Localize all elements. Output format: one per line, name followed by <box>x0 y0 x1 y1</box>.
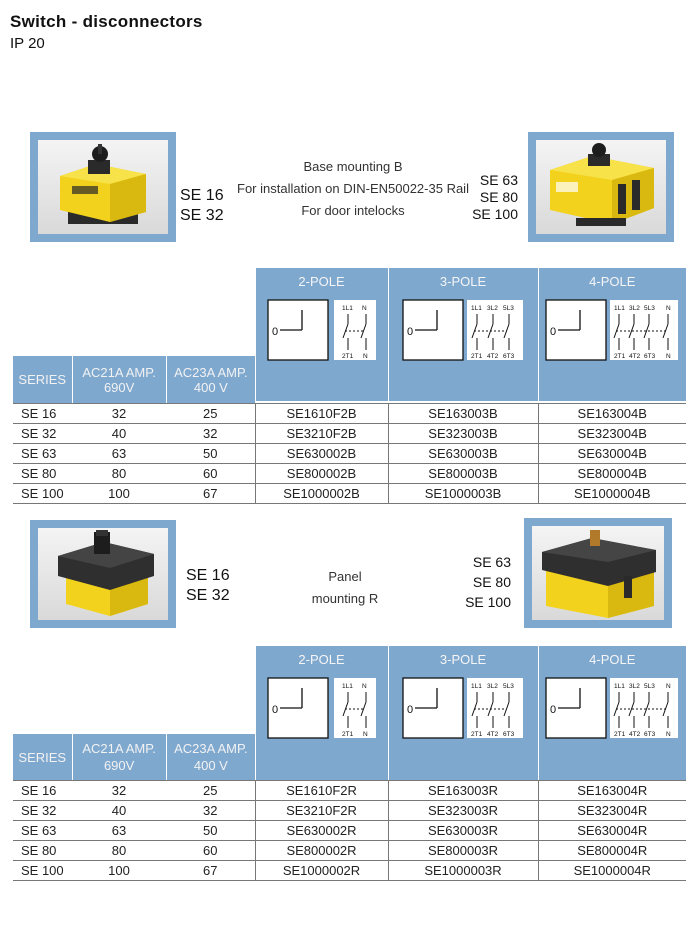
terminal-label: N <box>362 731 368 738</box>
cell-3pole: SE323003R <box>388 801 538 821</box>
right-series-labels <box>455 552 511 612</box>
terminal-label: N <box>666 683 671 690</box>
column-headers <box>13 734 255 780</box>
table-row <box>13 801 686 821</box>
pole-header-label: 4-POLE <box>589 274 636 289</box>
table-row <box>13 464 686 484</box>
product-photo-se16-base <box>30 132 176 242</box>
table-row <box>13 404 686 424</box>
four-pole-circuit-diagram <box>544 296 680 368</box>
cell-3pole: SE163003B <box>388 404 538 424</box>
cell-series: SE 80 <box>13 464 72 484</box>
terminal-label: N <box>362 353 368 360</box>
terminal-label: 1L1 <box>471 683 482 690</box>
terminal-label: 5L3 <box>503 305 514 312</box>
terminal-label: 1L1 <box>614 305 626 312</box>
cell-series: SE 16 <box>13 781 72 801</box>
table-row <box>13 861 686 881</box>
terminal-label: 2T1 <box>471 353 483 360</box>
series-label: SE 100 <box>472 206 518 222</box>
cell-3pole: SE630003B <box>388 444 538 464</box>
terminal-label: 4T2 <box>629 353 641 360</box>
cell-4pole: SE800004R <box>538 841 686 861</box>
spec-rows-panel-mounting <box>13 780 686 881</box>
terminal-label: 4T2 <box>487 353 499 360</box>
left-series-labels <box>180 186 224 226</box>
cell-ac23a: 67 <box>166 484 255 504</box>
col-header-ac21a <box>72 356 166 403</box>
cell-3pole: SE163003R <box>388 781 538 801</box>
cell-ac23a: 60 <box>166 464 255 484</box>
note-line: mounting R <box>311 591 379 606</box>
cell-ac23a: 50 <box>166 444 255 464</box>
product-photo-se63-base <box>528 132 674 242</box>
series-label: SE 16 <box>180 187 224 204</box>
cell-4pole: SE163004B <box>538 404 686 424</box>
cell-series: SE 100 <box>13 484 72 504</box>
cell-4pole: SE630004R <box>538 821 686 841</box>
cell-ac21a: 40 <box>72 801 166 821</box>
cell-ac21a: 100 <box>72 484 166 504</box>
cell-2pole: SE800002B <box>255 464 388 484</box>
series-label: SE 16 <box>186 567 230 584</box>
series-label: SE 32 <box>186 587 230 604</box>
table-row <box>13 781 686 801</box>
cell-ac21a: 80 <box>72 464 166 484</box>
series-label: SE 63 <box>472 554 511 570</box>
pole-header-label: 3-POLE <box>439 274 487 289</box>
spec-rows-base-mounting <box>13 403 686 504</box>
cell-2pole: SE1610F2B <box>255 404 388 424</box>
terminal-label: 4T2 <box>629 731 641 738</box>
series-label: SE 32 <box>180 207 224 224</box>
pole-header-label: 3-POLE <box>439 652 487 667</box>
terminal-label: 5L3 <box>644 305 656 312</box>
cell-2pole: SE3210F2B <box>255 424 388 444</box>
col-header-ac23a <box>166 734 255 780</box>
terminal-label: 1L1 <box>614 683 626 690</box>
pole-header-2 <box>255 646 388 780</box>
off-position-label: 0 <box>550 326 557 338</box>
table-row <box>13 841 686 861</box>
off-position-label: 0 <box>271 704 278 716</box>
cell-ac23a: 60 <box>166 841 255 861</box>
terminal-label: 3L2 <box>487 683 498 690</box>
terminal-label: 5L3 <box>644 683 656 690</box>
off-position-label: 0 <box>407 326 414 338</box>
table-row <box>13 444 686 464</box>
terminal-label: N <box>361 305 367 312</box>
note-line: For door intelocks <box>301 203 405 218</box>
cell-ac21a: 100 <box>72 861 166 881</box>
cell-series: SE 16 <box>13 404 72 424</box>
terminal-label: 6T3 <box>644 731 656 738</box>
mounting-note <box>222 156 484 222</box>
table-row <box>13 821 686 841</box>
four-pole-circuit-diagram <box>544 674 680 746</box>
mounting-note <box>300 566 390 610</box>
terminal-label: 5L3 <box>503 683 514 690</box>
cell-ac23a: 32 <box>166 424 255 444</box>
terminal-label: 3L2 <box>629 683 641 690</box>
series-label: SE 80 <box>479 189 518 205</box>
cell-ac21a: 32 <box>72 781 166 801</box>
pole-header-label: 2-POLE <box>298 274 345 289</box>
cell-ac21a: 32 <box>72 404 166 424</box>
col-header-line: AC21A AMP. <box>82 364 156 380</box>
cell-4pole: SE163004R <box>538 781 686 801</box>
col-header-line: 690V <box>103 379 135 395</box>
note-line: Panel <box>328 569 362 584</box>
cell-ac21a: 40 <box>72 424 166 444</box>
cell-4pole: SE630004B <box>538 444 686 464</box>
cell-ac23a: 25 <box>166 404 255 424</box>
cell-ac23a: 25 <box>166 781 255 801</box>
cell-ac21a: 63 <box>72 821 166 841</box>
cell-ac23a: 32 <box>166 801 255 821</box>
pole-header-label: 2-POLE <box>298 652 345 667</box>
cell-2pole: SE1000002B <box>255 484 388 504</box>
cell-2pole: SE3210F2R <box>255 801 388 821</box>
col-header-line: AC21A AMP. <box>82 741 156 756</box>
page-title: Switch - disconnectors <box>10 12 203 31</box>
series-label: SE 63 <box>479 172 518 188</box>
cell-2pole: SE1610F2R <box>255 781 388 801</box>
terminal-label: N <box>361 683 367 690</box>
protection-rating: IP 20 <box>10 35 45 52</box>
cell-4pole: SE323004B <box>538 424 686 444</box>
off-position-label: 0 <box>271 326 278 338</box>
col-header-line: 400 V <box>193 379 228 395</box>
col-header-series: SERIES <box>13 734 72 780</box>
note-line: Base mounting B <box>303 159 403 174</box>
terminal-label: 1L1 <box>341 305 353 312</box>
col-header-ac21a <box>72 734 166 780</box>
terminal-label: 2T1 <box>614 353 626 360</box>
left-series-labels <box>186 566 230 606</box>
two-pole-circuit-diagram <box>266 296 378 368</box>
switch-disconnector-image <box>38 140 168 234</box>
col-header-line: 400 V <box>193 758 228 773</box>
col-header-line: AC23A AMP. <box>174 741 248 756</box>
terminal-label: 2T1 <box>341 731 353 738</box>
cell-series: SE 32 <box>13 424 72 444</box>
cell-ac23a: 50 <box>166 821 255 841</box>
terminal-label: 2T1 <box>471 731 483 738</box>
terminal-label: 2T1 <box>614 731 626 738</box>
cell-series: SE 32 <box>13 801 72 821</box>
col-header-line: AC23A AMP. <box>174 364 248 380</box>
cell-2pole: SE1000002R <box>255 861 388 881</box>
terminal-label: 6T3 <box>644 353 656 360</box>
note-line: For installation on DIN-EN50022-35 Rail <box>237 181 469 196</box>
cell-2pole: SE630002B <box>255 444 388 464</box>
cell-ac23a: 67 <box>166 861 255 881</box>
pole-header-3 <box>388 268 538 401</box>
cell-3pole: SE630003R <box>388 821 538 841</box>
column-headers <box>13 356 255 403</box>
terminal-label: 3L2 <box>629 305 641 312</box>
pole-header-3 <box>388 646 538 780</box>
cell-3pole: SE800003B <box>388 464 538 484</box>
terminal-label: 1L1 <box>341 683 353 690</box>
cell-series: SE 100 <box>13 861 72 881</box>
terminal-label: 6T3 <box>503 731 515 738</box>
product-photo-se63-panel <box>524 518 672 628</box>
cell-2pole: SE630002R <box>255 821 388 841</box>
pole-header-4 <box>538 646 686 780</box>
table-row <box>13 484 686 504</box>
cell-4pole: SE1000004R <box>538 861 686 881</box>
three-pole-circuit-diagram <box>401 674 525 746</box>
switch-disconnector-image <box>38 528 168 620</box>
cell-3pole: SE800003R <box>388 841 538 861</box>
terminal-label: 4T2 <box>487 731 499 738</box>
cell-2pole: SE800002R <box>255 841 388 861</box>
terminal-label: 1L1 <box>471 305 482 312</box>
pole-header-2 <box>255 268 388 401</box>
cell-ac21a: 63 <box>72 444 166 464</box>
table-row <box>13 424 686 444</box>
switch-disconnector-image <box>536 140 666 234</box>
terminal-label: 6T3 <box>503 353 515 360</box>
series-label: SE 100 <box>465 594 511 610</box>
terminal-label: 2T1 <box>341 353 353 360</box>
three-pole-circuit-diagram <box>401 296 525 368</box>
pole-header-label: 4-POLE <box>589 652 636 667</box>
cell-series: SE 63 <box>13 444 72 464</box>
cell-ac21a: 80 <box>72 841 166 861</box>
terminal-label: N <box>666 731 671 738</box>
pole-header-4 <box>538 268 686 401</box>
cell-series: SE 80 <box>13 841 72 861</box>
col-header-ac23a <box>166 356 255 403</box>
off-position-label: 0 <box>550 704 557 716</box>
cell-4pole: SE800004B <box>538 464 686 484</box>
col-header-line: 690V <box>103 758 135 773</box>
cell-series: SE 63 <box>13 821 72 841</box>
col-header-series: SERIES <box>13 356 72 403</box>
two-pole-circuit-diagram <box>266 674 378 746</box>
cell-3pole: SE1000003B <box>388 484 538 504</box>
terminal-label: N <box>666 305 671 312</box>
cell-4pole: SE323004R <box>538 801 686 821</box>
switch-disconnector-image <box>532 526 664 620</box>
product-photo-se16-panel <box>30 520 176 628</box>
off-position-label: 0 <box>407 704 414 716</box>
right-series-labels <box>462 172 518 223</box>
cell-3pole: SE323003B <box>388 424 538 444</box>
terminal-label: N <box>666 353 671 360</box>
cell-3pole: SE1000003R <box>388 861 538 881</box>
cell-4pole: SE1000004B <box>538 484 686 504</box>
terminal-label: 3L2 <box>487 305 498 312</box>
series-label: SE 80 <box>472 574 511 590</box>
